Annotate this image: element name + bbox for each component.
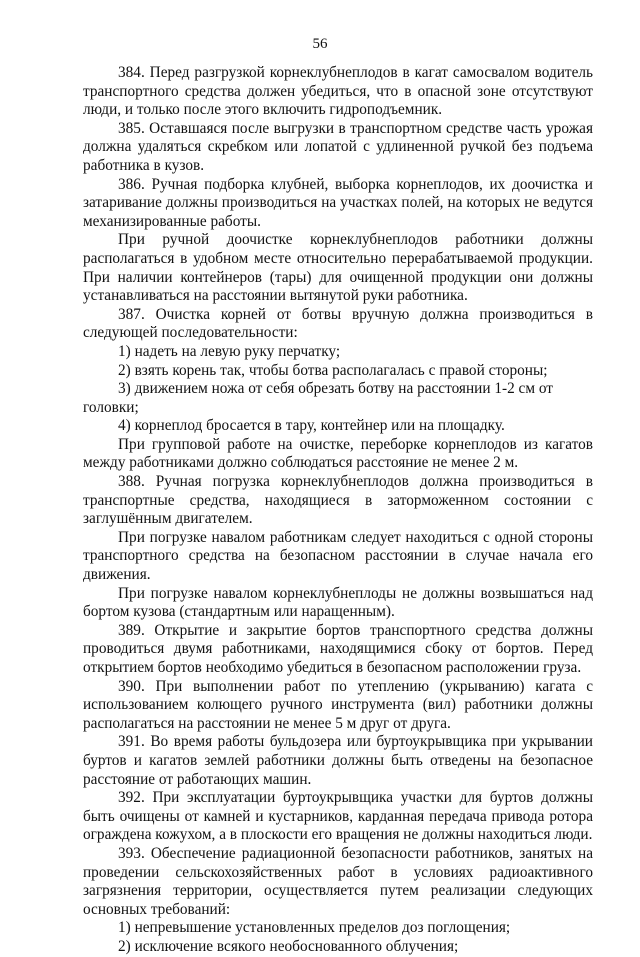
paragraph-392: 392. При эксплуатации буртоукрывщика участки для буртов должны быть очищены от камней и кустарников, карданная передача привода ротора ограждена кожухом, а в плоскости его вращения не должны находиться люди. xyxy=(83,789,593,844)
paragraph-391: 391. Во время работы бульдозера или буртоукрывщика при укрывании буртов и кагатов землей работники должны быть отведены на безопасное расстояние от работающих машин. xyxy=(83,733,593,788)
paragraph-386: 386. Ручная подборка клубней, выборка корнеплодов, их доочистка и затаривание должны производиться на участках полей, на которых не ведутся механизированные работы. xyxy=(83,175,593,230)
paragraph-387-continued: При групповой работе на очистке, переборке корнеплодов из кагатов между работниками должно соблюдаться расстояние не менее 2 м. xyxy=(83,435,593,472)
paragraph-388-continued: При погрузке навалом корнеклубнеплоды не должны возвышаться над бортом кузова (стандартным или наращенным). xyxy=(83,584,593,621)
paragraph-389: 389. Открытие и закрытие бортов транспортного средства должны проводиться двумя работниками, находящимися сбоку от бортов. Перед открытием бортов необходимо убедиться в безопасном расположении груза. xyxy=(83,621,593,676)
list-item: 3) движением ножа от себя обрезать ботву на расстоянии 1-2 см от головки; xyxy=(83,380,553,416)
list-item: 4) корнеплод бросается в тару, контейнер или на площадку. xyxy=(118,417,505,435)
paragraph-386-continued: При ручной доочистке корнеклубнеплодов работники должны располагаться в удобном месте относительно перерабатываемой продукции. При наличии контейнеров (тары) для очищенной продукции они должны устанавливаться на расстоянии вытянутой руки работника. xyxy=(83,231,593,305)
list-item: 2) исключение всякого необоснованного облучения; xyxy=(118,937,459,955)
paragraph-393: 393. Обеспечение радиационной безопасности работников, занятых на проведении сельскохозяйственных работ в условиях радиоактивного загрязнения территории, осуществляется путем реализации следующих основных требований: xyxy=(83,844,593,918)
page-number: 56 xyxy=(312,36,328,52)
document-body xyxy=(83,64,593,957)
paragraph-387: 387. Очистка корней от ботвы вручную должна производиться в следующей последовательности: xyxy=(83,305,593,342)
list-item: 2) взять корень так, чтобы ботва располагалась с правой стороны; xyxy=(118,361,548,379)
paragraph-388: 388. Ручная погрузка корнеклубнеплодов должна производиться в транспортные средства, находящиеся в заторможенном состоянии с заглушённым двигателем. xyxy=(83,473,593,528)
paragraph-384: 384. Перед разгрузкой корнеклубнеплодов в кагат самосвалом водитель транспортного средства должен убедиться, что в опасной зоне отсутствуют люди, и только после этого включить гидроподъемник. xyxy=(83,64,593,119)
list-item: 1) надеть на левую руку перчатку; xyxy=(118,342,341,360)
paragraph-390: 390. При выполнении работ по утеплению (укрыванию) кагата с использованием колющего ручного инструмента (вил) работники должны располагаться на расстоянии не менее 5 м друг от друга. xyxy=(83,677,593,732)
paragraph-388-continued: При погрузке навалом работникам следует находиться с одной стороны транспортного средства на безопасном расстоянии в случае начала его движения. xyxy=(83,528,593,584)
list-item: 1) непревышение установленных пределов доз поглощения; xyxy=(118,919,511,937)
paragraph-385: 385. Оставшаяся после выгрузки в транспортном средстве часть урожая должна удаляться скребком или лопатой с удлиненной ручкой без подъема работника в кузов. xyxy=(83,119,593,174)
